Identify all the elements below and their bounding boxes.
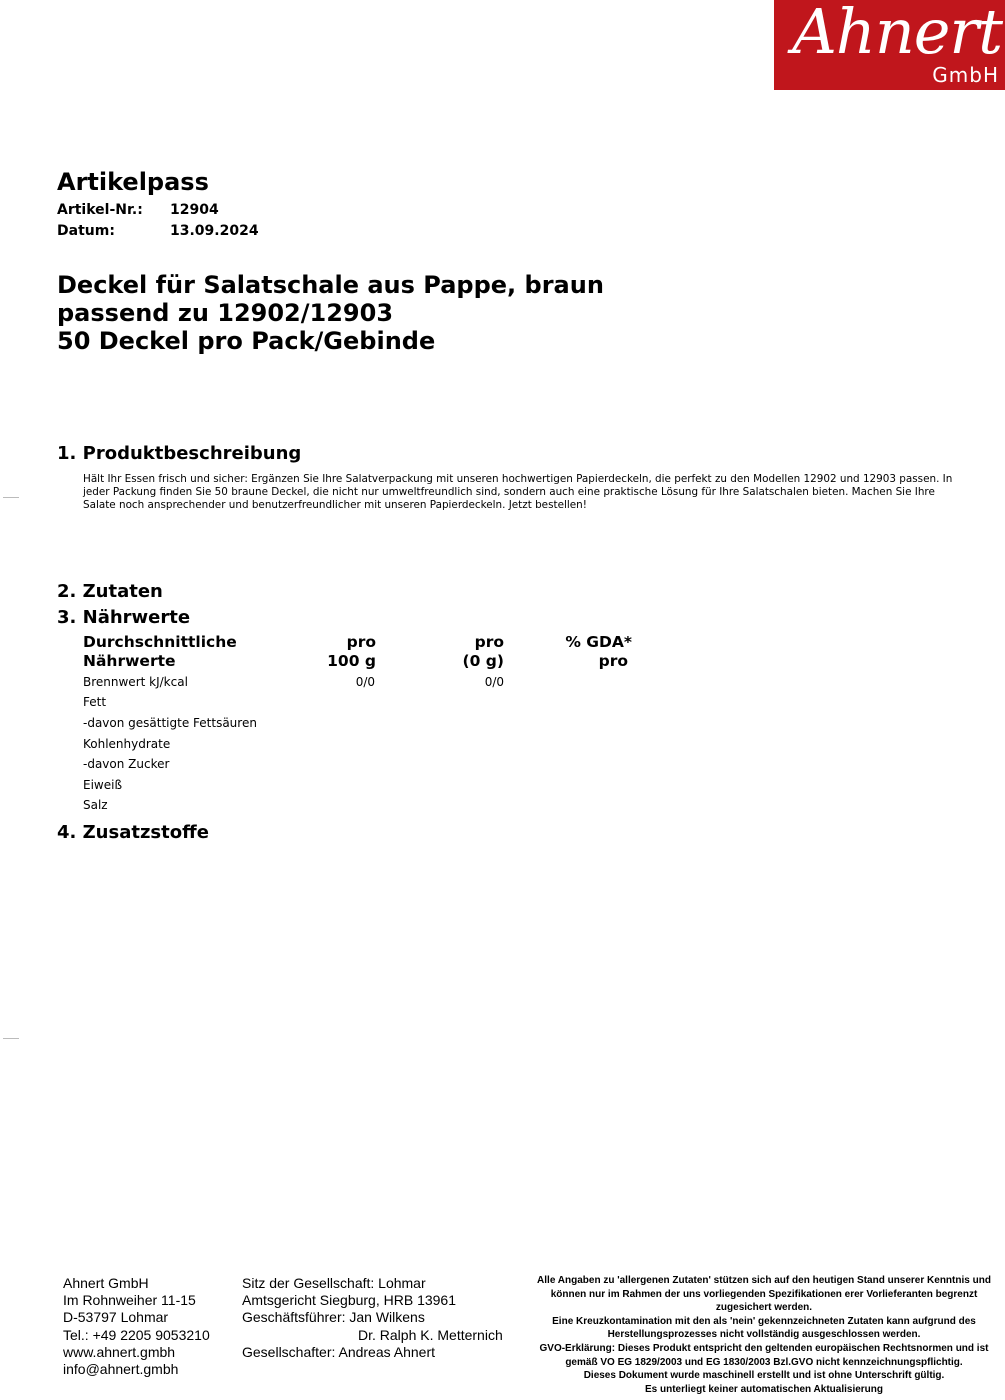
margin-tick (3, 497, 19, 498)
footer-court: Amtsgericht Siegburg, HRB 13961 (242, 1292, 456, 1308)
nutrition-header-col3-line2: (0 g) (462, 652, 504, 670)
nutrition-row-label: -davon gesättigte Fettsäuren (83, 716, 257, 730)
nutrition-row-label: Salz (83, 798, 108, 812)
section-heading-description: 1. Produktbeschreibung (57, 443, 302, 464)
logo-suffix: GmbH (932, 63, 999, 87)
nutrition-header-col2-line1: pro (346, 633, 376, 651)
nutrition-header-col4-line2: pro (598, 652, 628, 670)
footer-city: D-53797 Lohmar (63, 1309, 169, 1325)
nutrition-row-per-portion: 0/0 (484, 675, 504, 689)
nutrition-row-label: -davon Zucker (83, 757, 170, 771)
nutrition-row-label: Kohlenhydrate (83, 737, 171, 751)
footer-managing-director: Geschäftsführer: Jan Wilkens (242, 1309, 425, 1325)
product-title-line-1: Deckel für Salatschale aus Pappe, braun (57, 271, 604, 299)
footer-seat: Sitz der Gesellschaft: Lohmar (242, 1275, 426, 1291)
product-title-line-2: passend zu 12902/12903 (57, 299, 394, 327)
margin-tick (3, 1038, 19, 1039)
date-value: 13.09.2024 (170, 223, 259, 239)
nutrition-header-col2-line2: 100 g (327, 652, 376, 670)
nutrition-header-col3-line1: pro (474, 633, 504, 651)
nutrition-header-col1-line2: Nährwerte (83, 652, 176, 670)
product-description: Hält Ihr Essen frisch und sicher: Ergänzen Sie Ihre Salatverpackung mit unseren hochwertigen Papierdeckeln, die perfekt zu den Modellen 12902 und 12903 passen. In jeder Packung finden Sie 50 braune Deckel, die nicht nur umweltfreundlich sind, sondern auch eine praktische Lösung für Ihre Salatschalen bieten. Machen Sie Ihre Salate noch ansprechender und benutzerfreundlicher mit unseren Papierdeckeln. Jetzt bestellen! (83, 473, 953, 511)
nutrition-row-per100: 0/0 (355, 675, 375, 689)
nutrition-header-col1-line1: Durchschnittliche (83, 633, 237, 651)
footer-street: Im Rohnweiher 11-15 (63, 1292, 196, 1308)
nutrition-header-col4-line1: % GDA* (565, 633, 632, 651)
section-heading-nutrition: 3. Nährwerte (57, 607, 191, 628)
date-label: Datum: (57, 223, 115, 239)
footer-email-link[interactable]: info@ahnert.gmbh (63, 1361, 179, 1377)
footer-shareholder: Gesellschafter: Andreas Ahnert (242, 1344, 435, 1360)
product-title-line-3: 50 Deckel pro Pack/Gebinde (57, 327, 436, 355)
article-number-label: Artikel-Nr.: (57, 202, 143, 218)
nutrition-row-label: Eiweiß (83, 778, 123, 792)
disclaimer-allergens: Alle Angaben zu 'allergenen Zutaten' stützen sich auf den heutigen Stand unserer Kenntnis und können nur im Rahmen der uns vorliegenden Spezifikationen erer Vorlieferanten begrenzt zugesichert werden. (537, 1275, 991, 1314)
article-number-value: 12904 (170, 202, 219, 218)
disclaimer-no-update: Es unterliegt keiner automatischen Aktualisierung (644, 1383, 884, 1395)
footer-managing-director-2: Dr. Ralph K. Metternich (358, 1327, 503, 1343)
disclaimer-cross-contamination: Eine Kreuzkontamination mit den als 'nein' gekennzeichneten Zutaten kann aufgrund des Herstellungsprozesses nicht vollständig ausgeschlossen werden. (552, 1315, 976, 1341)
company-logo (774, 0, 1005, 90)
disclaimer-gmo: GVO-Erklärung: Dieses Produkt entspricht den geltenden europäischen Rechtsnormen und ist gemäß VO EG 1829/2003 und EG 1830/2003 Bzl.GVO nicht kennzeichnungspflichtig. (539, 1342, 989, 1368)
footer-phone: Tel.: +49 2205 9053210 (63, 1327, 210, 1343)
logo-wordmark: Ahnert (792, 0, 1002, 68)
section-heading-additives: 4. Zusatzstoffe (57, 822, 209, 843)
section-heading-ingredients: 2. Zutaten (57, 581, 163, 602)
nutrition-row-label: Brennwert kJ/kcal (83, 675, 188, 689)
disclaimer-machine-generated: Dieses Dokument wurde maschinell erstellt und ist ohne Unterschrift gültig. (583, 1370, 945, 1382)
footer-disclaimer (524, 1274, 1004, 1396)
document-title: Artikelpass (57, 168, 209, 196)
nutrition-row-label: Fett (83, 695, 107, 709)
footer-company-name: Ahnert GmbH (63, 1275, 149, 1291)
footer-website-link[interactable]: www.ahnert.gmbh (63, 1344, 176, 1360)
